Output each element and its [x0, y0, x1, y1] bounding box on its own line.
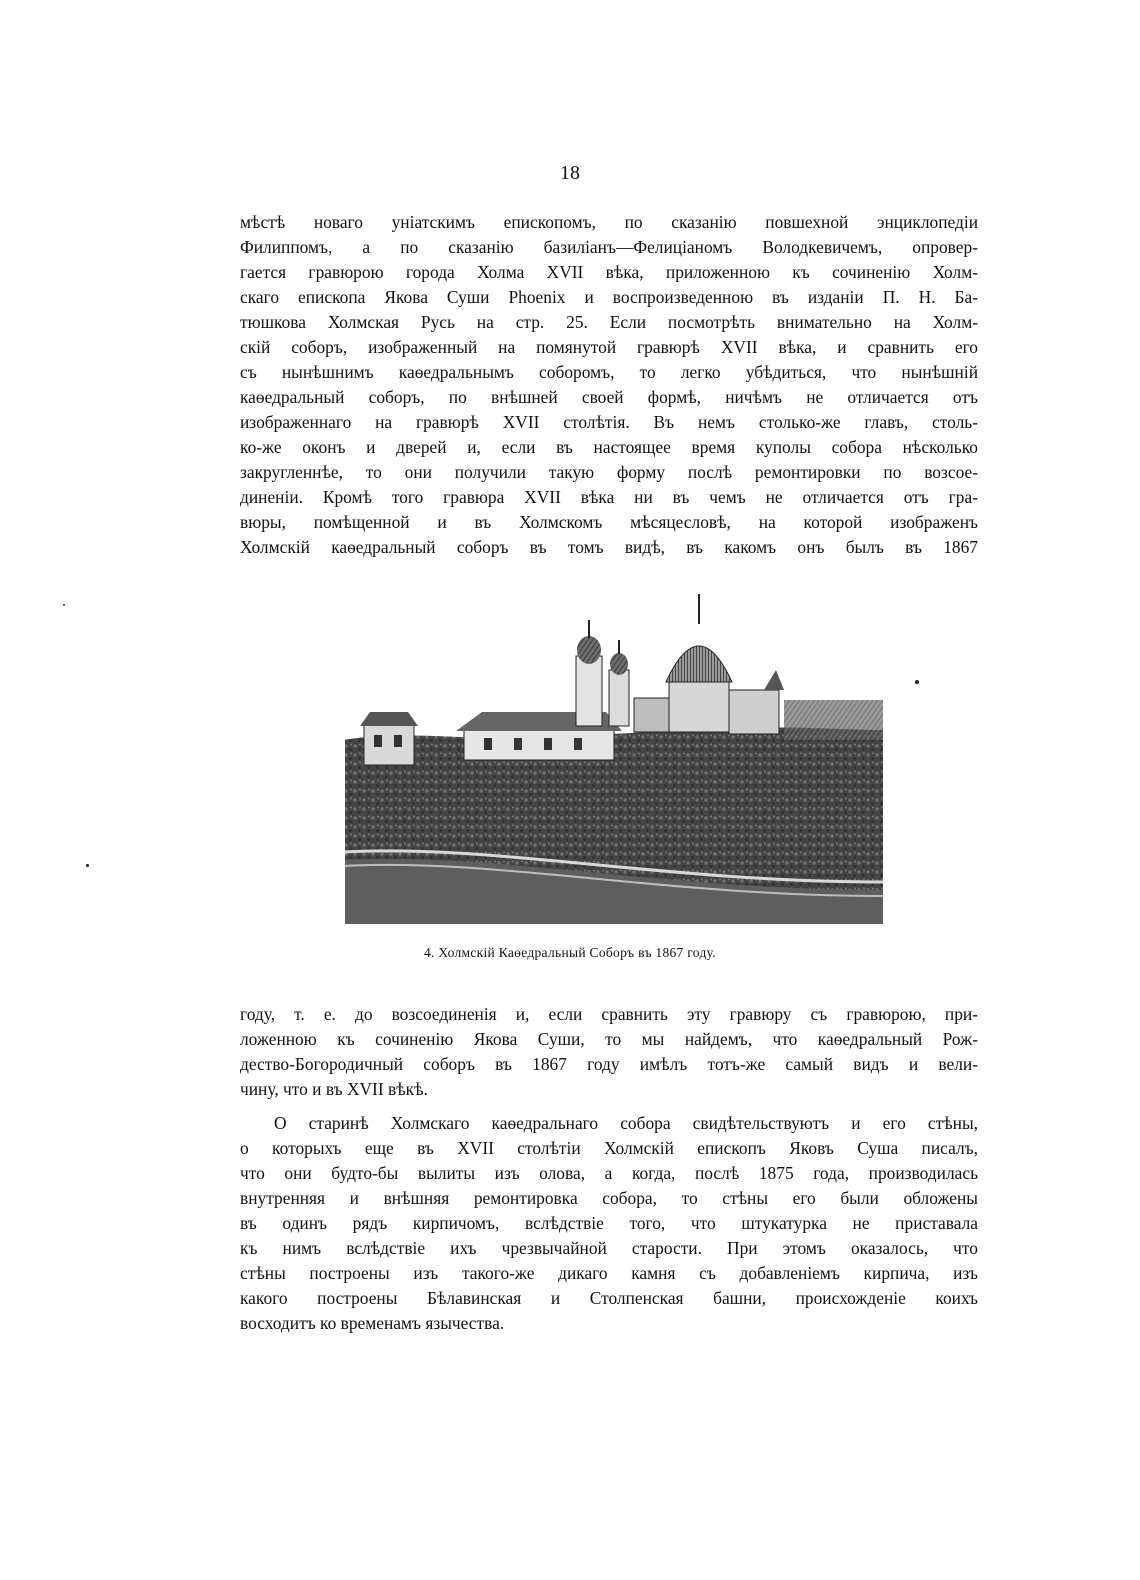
text-line: диненіи. Кромѣ того гравюра XVII вѣка ни въ чемъ не отличается отъ гра-: [240, 487, 978, 507]
text-line: восходитъ ко временамъ язычества.: [240, 1313, 505, 1333]
text-line: каѳедральный соборъ, по внѣшней своей формѣ, ничѣмъ не отличается отъ: [240, 387, 978, 407]
text-line: ко-же оконъ и дверей и, если въ настоящее время куполы собора нѣсколько: [240, 437, 978, 457]
text-line: внутренняя и внѣшняя ремонтировка собора, то стѣны его были обложены: [240, 1188, 978, 1208]
text-line: ложенною къ сочиненію Якова Суши, то мы найдемъ, что каѳедральный Рож-: [240, 1029, 978, 1049]
figure-caption: 4. Холмскій Каѳедральный Соборъ въ 1867 году.: [423, 945, 716, 960]
text-line: къ нимъ вслѣдствіе ихъ чрезвычайной старости. При этомъ оказалось, что: [240, 1238, 978, 1258]
text-line: дество-Богородичный соборъ въ 1867 году имѣлъ тотъ-же самый видъ и вели-: [240, 1054, 978, 1074]
text-line: о которыхъ еще въ XVII столѣтіи Холмскій епископъ Яковъ Суша писалъ,: [240, 1138, 978, 1158]
text-line: какого построены Бѣлавинская и Столпенская башни, происхожденіе коихъ: [240, 1288, 978, 1308]
cathedral-engraving: [344, 590, 884, 925]
text-line: съ нынѣшнимъ каѳедральнымъ соборомъ, то легко убѣдиться, что нынѣшній: [240, 362, 978, 382]
scan-speck: [86, 864, 89, 867]
text-line: въ одинъ рядъ кирпичомъ, вслѣдствіе того, что штукатурка не приставала: [240, 1213, 978, 1233]
text-line: стѣны построены изъ такого-же дикаго камня съ добавленіемъ кирпича, изъ: [240, 1263, 978, 1283]
text-line: О старинѣ Холмскаго каѳедральнаго собора свидѣтельствуютъ и его стѣны,: [274, 1113, 978, 1133]
text-line: что они будто-бы вылиты изъ олова, а когда, послѣ 1875 года, производилась: [240, 1163, 978, 1183]
page-number: 18: [560, 162, 580, 184]
text-line: скій соборъ, изображенный на помянутой гравюрѣ XVII вѣка, и сравнить его: [240, 337, 978, 357]
text-line: вюры, помѣщенной и въ Холмскомъ мѣсяцесловѣ, на которой изображенъ: [240, 512, 978, 532]
paragraph-top: [240, 210, 978, 560]
scan-speck: [915, 680, 919, 684]
paragraph-middle: [240, 1002, 978, 1102]
scan-speck: [63, 604, 65, 606]
text-line: Филиппомъ, а по сказанію базиліанъ—Фелиціаномъ Володкевичемъ, опровер-: [240, 237, 978, 257]
text-line: гается гравюрою города Холма XVII вѣка, приложенною къ сочиненію Холм-: [240, 262, 978, 282]
text-line: тюшкова Холмская Русь на стр. 25. Если посмотрѣть внимательно на Холм-: [240, 312, 978, 332]
text-line: Холмскій каѳедральный соборъ въ томъ видѣ, въ какомъ онъ былъ въ 1867: [240, 537, 978, 557]
text-line: скаго епископа Якова Суши Phoenix и воспроизведенною въ изданіи П. Н. Ба-: [240, 287, 978, 307]
text-line: изображеннаго на гравюрѣ XVII столѣтія. Въ немъ столько-же главъ, столь-: [240, 412, 978, 432]
text-line: закругленнѣе, то они получили такую форму послѣ ремонтировки по возсое-: [240, 462, 978, 482]
text-line: чину, что и въ XVII вѣкѣ.: [240, 1079, 428, 1099]
text-line: году, т. е. до возсоединенія и, если сравнить эту гравюру съ гравюрою, при-: [240, 1004, 978, 1024]
paragraph-bottom: [240, 1111, 978, 1336]
text-line: мѣстѣ новаго уніатскимъ епископомъ, по сказанію повшехной энциклопедіи: [240, 212, 978, 232]
